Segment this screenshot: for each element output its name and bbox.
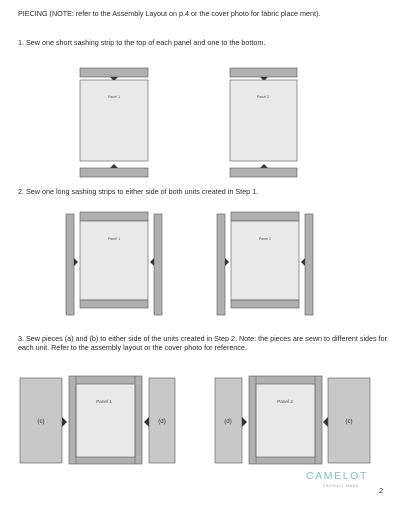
step-1-text: 1. Sew one short sashing strip to the top of each panel and one to the bottom. [18,38,266,47]
piece-c-label: (c) [37,418,45,425]
panel-2 [230,80,297,161]
step-2-diagram [66,212,313,315]
panel-2 [256,384,315,457]
brand-logo: CAMELOT [306,470,368,482]
panel-2-label: Panel 2 [277,399,293,404]
arrow-right-icon [225,258,229,266]
brand-tagline: FRESHLY MADE [323,484,360,488]
bottom-sashing-strip [230,168,297,177]
left-sashing-strip [217,214,225,315]
arrow-right-icon [242,417,247,427]
top-sashing-strip [80,68,148,77]
intro-note: PIECING (NOTE: refer to the Assembly Layout on p.4 or the cover photo for fabric place ment). [18,9,321,18]
piece-d-label: (d) [224,418,232,425]
arrow-left-icon [323,417,328,427]
arrow-up-icon [110,164,118,168]
arrow-left-icon [144,417,149,427]
step-1-diagram [80,68,297,177]
arrow-up-icon [260,164,268,168]
top-sashing-strip [80,212,148,221]
panel-2-label: Panel 2 [258,237,272,241]
piece-c-label: (c) [345,418,353,425]
top-sashing-strip [230,68,297,77]
panel-2-label: Panel 2 [256,95,270,99]
piece-d-label: (d) [158,418,166,425]
page-number: 2 [379,486,384,495]
right-sashing-strip [305,214,313,315]
step-3-text: 3. Sew pieces (a) and (b) to either side of the units created in Step 2. Note: the pieces are sewn to different sides for each unit. Refer to the assembly layout or the cover photo for reference. [18,334,388,352]
panel-1 [76,384,135,457]
bottom-sashing-strip [80,168,148,177]
panel-1 [80,80,148,161]
bottom-sashing-strip [80,300,148,308]
arrow-left-icon [301,258,305,266]
left-sashing-strip [66,214,74,315]
panel-2 [231,221,299,300]
arrow-right-icon [74,258,78,266]
panel-1-label: Panel 1 [96,399,112,404]
step-2-text: 2. Sew one long sashing strips to either side of both units created in Step 1. [18,187,259,196]
arrow-right-icon [62,417,67,427]
bottom-sashing-strip [231,300,299,308]
right-sashing-strip [154,214,162,315]
arrow-left-icon [150,258,154,266]
step-3-diagram [20,376,370,464]
panel-1 [80,221,148,300]
panel-1-label: Panel 1 [107,95,121,99]
panel-1-label: Panel 1 [107,237,121,241]
top-sashing-strip [231,212,299,221]
